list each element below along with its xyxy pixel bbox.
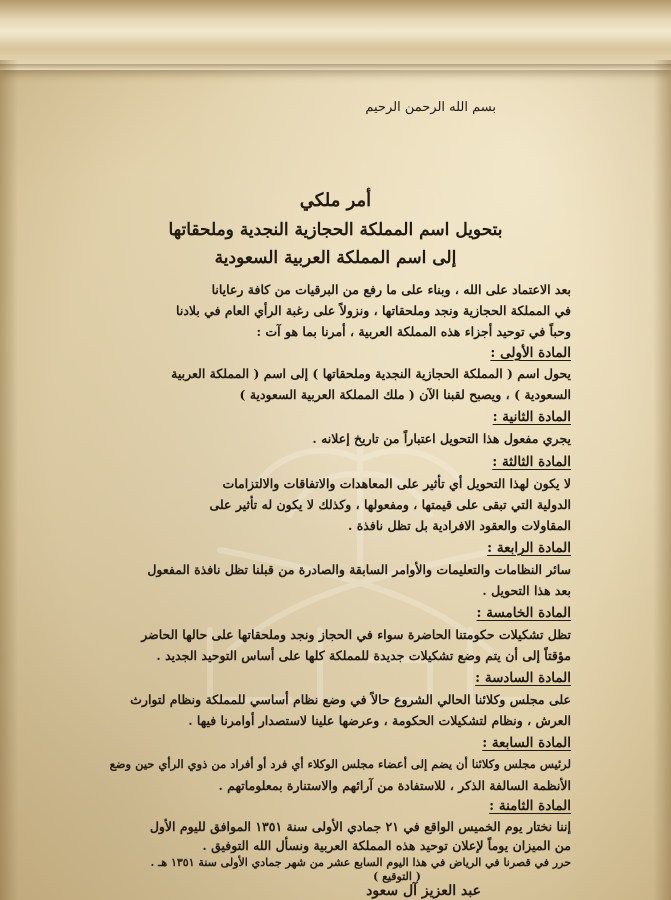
article-text: على مجلس وكلائنا الحالي الشروع حالاً في وضع نظام أساسي للمملكة ونظام لتوارث (130, 692, 571, 707)
decree-title: أمر ملكي (299, 190, 372, 211)
signature-label: ( التوقيع ) (373, 870, 421, 883)
article-text: بعد هذا التحويل . (482, 583, 571, 598)
basmala: بسم الله الرحمن الرحيم (365, 100, 496, 115)
article-text: لا يكون لهذا التحويل أي تأثير على المعاهدات والاتفاقات والالتزامات (222, 476, 571, 491)
preamble-line: في المملكة الحجازية ونجد وملحقاتها ، ونزولاً على رغبة الرأي العام في بلادنا (176, 303, 571, 318)
article-text: سائر النظامات والتعليمات والأوامر السابقة والصادرة من قبلنا تظل نافذة المفعول (147, 562, 571, 577)
article-text: تظل تشكيلات حكومتنا الحاضرة سواء في الحجاز ونجد وملحقاتها على حالها الحاضر (141, 627, 571, 642)
article-text: من الميزان يوماً لإعلان توحيد هذه المملكة العربية ونسأل الله التوفيق . (202, 838, 571, 853)
article-heading-8: المادة الثامنة : (489, 798, 571, 814)
article-text: الدولية التي تبقى على قيمتها ، ومفعولها ، وكذلك لا يكون له تأثير على (209, 497, 571, 512)
article-text: يحول اسم ( المملكة الحجازية النجدية وملحقاتها ) إلى اسم ( المملكة العربية (171, 366, 571, 381)
article-heading-5: المادة الخامسة : (476, 605, 571, 621)
article-heading-7: المادة السابعة : (482, 735, 571, 751)
article-text: العرش ، ونظام لتشكيلات الحكومة ، وعرضها علينا لاستصدار أوامرنا فيها . (188, 713, 571, 728)
signature-name: عبد العزيز آل سعود (366, 883, 481, 899)
preamble-line: وحباً في توحيد أجزاء هذه المملكة العربية ، أمرنا بما هو آت : (256, 324, 571, 339)
article-text: لرئيس مجلس وكلائنا أن يضم إلى أعضاء مجلس الوكلاء أي فرد أو أفراد من ذوي الرأي حين وضع (109, 757, 571, 771)
scroll-edge-right (653, 60, 671, 900)
article-heading-3: المادة الثالثة : (492, 454, 571, 470)
article-text: السعودية ) ، ويصبح لقبنا الآن ( ملك المملكة العربية السعودية ) (239, 387, 571, 402)
preamble-line: بعد الاعتماد على الله ، وبناء على ما رفع من البرقيات من كافة رعايانا (211, 282, 571, 297)
decree-subtitle-line1: بتحويل اسم المملكة الحجازية النجدية وملحقاتها (168, 220, 503, 240)
article-text: يجري مفعول هذا التحويل اعتباراً من تاريخ إعلانه . (312, 431, 571, 446)
article-heading-2: المادة الثانية : (492, 409, 571, 425)
scroll-roll-top (0, 0, 671, 70)
article-heading-1: المادة الأولى : (490, 345, 571, 361)
article-text: مؤقتاً إلى أن يتم وضع تشكيلات جديدة للمملكة كلها على أساس التوحيد الجديد . (156, 648, 571, 663)
closing-line: حرر في قصرنا في الرياض في هذا اليوم السابع عشر من شهر جمادي الأولى سنة ١٣٥١ هـ . (150, 856, 571, 869)
article-text: إننا نختار يوم الخميس الواقع في ٢١ جمادي الأولى سنة ١٣٥١ الموافق لليوم الأول (149, 819, 571, 834)
article-heading-4: المادة الرابعة : (487, 540, 571, 556)
article-text: المقاولات والعقود الافرادية بل تظل نافذة . (348, 518, 571, 533)
decree-subtitle-line2: إلى اسم المملكة العربية السعودية (214, 248, 457, 268)
article-text: الأنظمة السالفة الذكر ، للاستفادة من آرائهم والاستنارة بمعلوماتهم . (218, 778, 571, 793)
article-heading-6: المادة السادسة : (475, 670, 571, 686)
